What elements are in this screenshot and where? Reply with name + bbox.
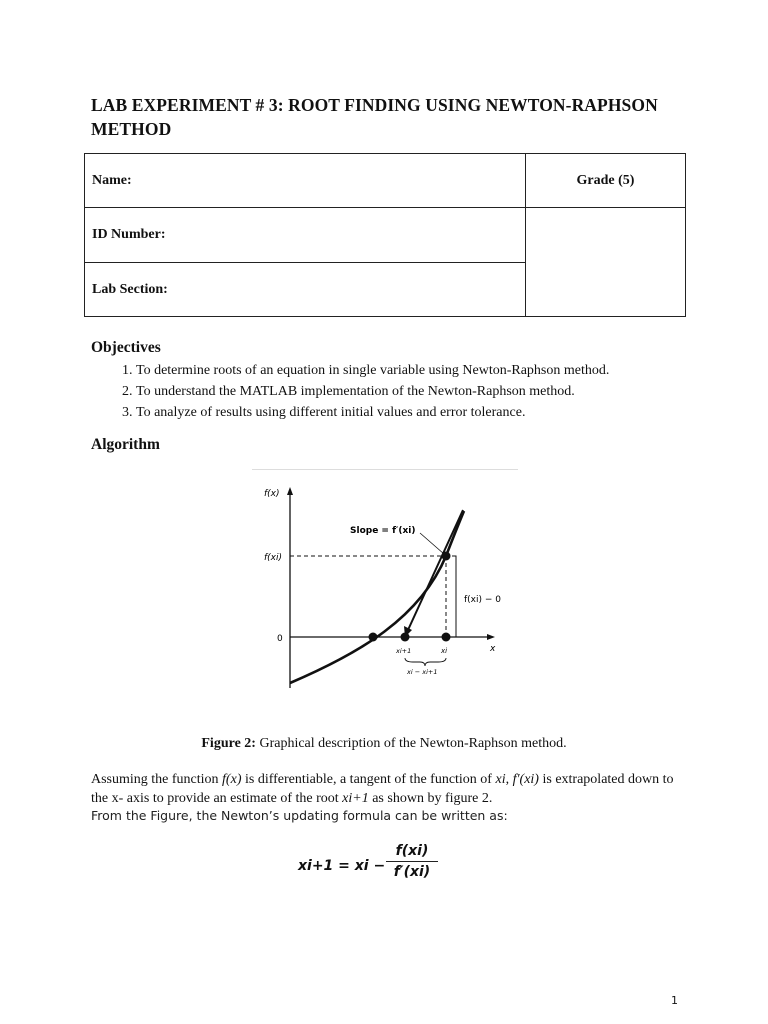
y-axis-arrow [287,487,293,495]
list-item: 3. To analyze of results using different initial values and error tolerance. [136,402,756,423]
math-fprime: f′(xi) [512,772,539,787]
fxi-label: f(xi) [264,553,283,563]
figure-caption [0,736,768,752]
text-run: is extrapolated down to the x- axis to provide an estimate of the root [91,772,674,806]
text-run: Assuming the function [91,772,223,787]
id-number-field[interactable]: ID Number: [85,208,526,263]
list-item: 2. To understand the MATLAB implementation of the Newton-Raphson method. [136,381,756,402]
algorithm-heading: Algorithm [91,436,160,453]
formula-numerator: f(xi) [395,843,429,859]
grade-label: Grade (5) [526,154,686,208]
page-number: 1 [671,994,678,1007]
grade-value-cell[interactable] [526,208,686,317]
text-run: , [505,772,513,787]
math-fx: f(x) [222,772,242,787]
xi-label: xi [441,647,448,655]
list-item: 1. To determine roots of an equation in single variable using Newton-Raphson method. [136,360,756,381]
point-xi1 [401,633,410,642]
math-xi1: xi+1 [342,791,369,806]
slope-pointer [420,533,444,554]
newton-raphson-figure [250,478,520,698]
formula-lhs: xi+1 = xi − [298,858,386,874]
formula-denominator: f′(xi) [393,864,431,880]
text-run: as shown by figure 2. [368,791,493,806]
objectives-list [92,360,756,423]
text-run: is differentiable, a tangent of the function of [241,772,496,787]
math-xi: xi [495,772,506,787]
rise-bracket [452,556,456,637]
formula-fraction [386,843,438,880]
difference-brace [405,658,446,666]
figure-divider [252,469,518,470]
name-field[interactable]: Name: [85,154,526,208]
slope-label: Slope = f′(xi) [350,526,416,536]
x-axis-arrow [487,634,495,640]
caption-label: Figure 2: [201,736,256,751]
newton-formula [298,843,478,889]
rise-label: f(xi) − 0 [464,595,502,605]
y-axis-label: f(x) [264,489,280,499]
point-xi [442,633,451,642]
xi1-label: xi+1 [396,647,412,655]
objectives-heading: Objectives [91,339,161,356]
x-axis-label: x [490,644,496,654]
point-root [369,633,378,642]
fraction-bar [386,861,438,862]
page-title: LAB EXPERIMENT # 3: ROOT FINDING USING NEWTON-RAPHSON METHOD [91,95,658,139]
lab-section-field[interactable]: Lab Section: [85,263,526,317]
body-paragraph [91,770,681,808]
function-curve [290,511,464,683]
tangent-line [408,510,463,630]
zero-label: 0 [277,634,283,644]
formula-intro: From the Figure, the Newton’s updating formula can be written as: [91,808,508,823]
difference-label: xi − xi+1 [407,668,438,676]
student-info-table [84,153,686,317]
caption-text: Graphical description of the Newton-Raphson method. [255,736,567,751]
